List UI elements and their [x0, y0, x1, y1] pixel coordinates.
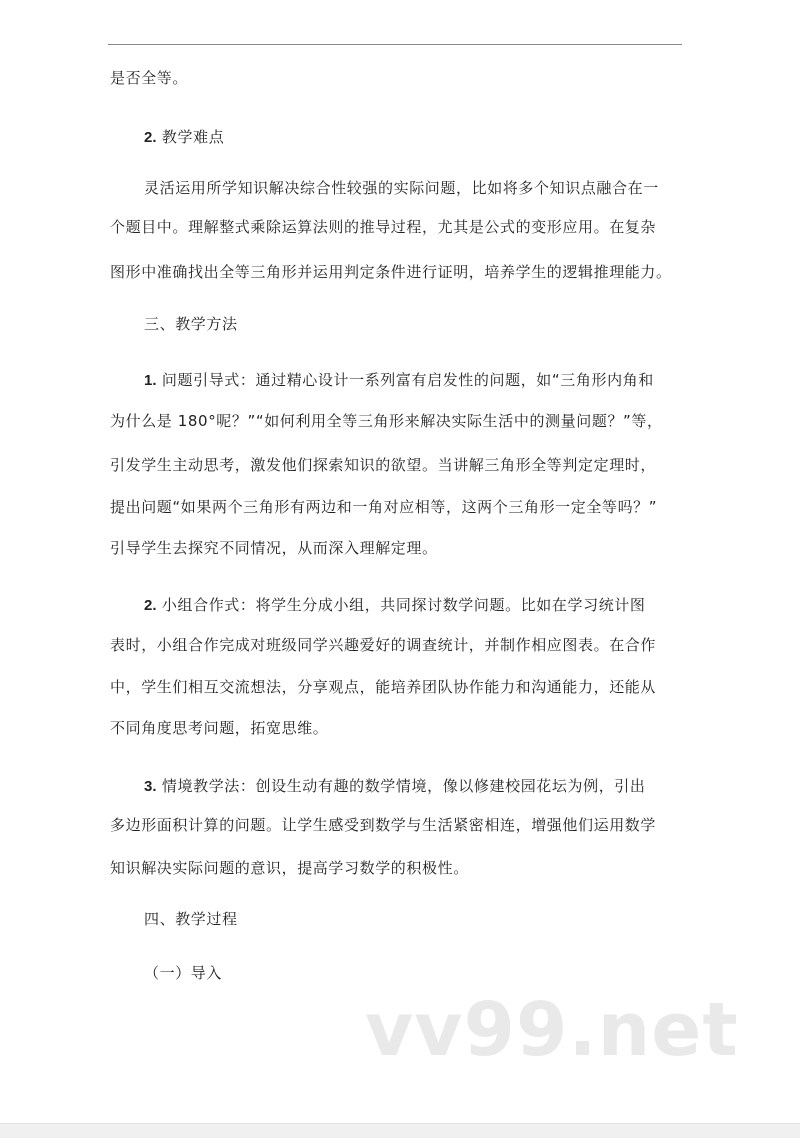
method-1-line-2: 为什么是 180°呢？”“如何利用全等三角形来解决实际生活中的测量问题？”等，	[110, 412, 663, 430]
method-number: 1.	[144, 372, 157, 389]
difficulty-line-1: 灵活运用所学知识解决综合性较强的实际问题，比如将多个知识点融合在一	[144, 179, 659, 197]
method-number: 2.	[144, 597, 157, 614]
method-2-line-2: 表时，小组合作完成对班级同学兴趣爱好的调查统计，并制作相应图表。在合作	[110, 636, 657, 654]
section-difficulty-heading	[144, 127, 224, 148]
method-text: 情境教学法：创设生动有趣的数学情境，像以修建校园花坛为例，引出	[161, 777, 646, 795]
method-1-line-3: 引发学生主动思考，激发他们探索知识的欲望。当讲解三角形全等判定定理时，	[110, 456, 657, 474]
heading-process: 四、教学过程	[144, 910, 238, 928]
method-2-line-1	[144, 595, 646, 616]
method-2-line-4: 不同角度思考问题，拓宽思维。	[110, 719, 329, 737]
section-title: 教学难点	[161, 128, 225, 146]
watermark-logo: vv99.net	[365, 987, 739, 1073]
method-3-line-3: 知识解决实际问题的意识，提高学习数学的积极性。	[110, 859, 469, 877]
method-1-line-4: 提出问题“如果两个三角形有两边和一角对应相等，这两个三角形一定全等吗？”	[110, 498, 658, 516]
section-number: 2.	[144, 129, 157, 146]
method-3-line-1	[144, 776, 646, 797]
method-text: 小组合作式：将学生分成小组，共同探讨数学问题。比如在学习统计图	[161, 596, 646, 614]
page-bottom-edge	[0, 1123, 800, 1138]
header-rule	[108, 44, 682, 45]
method-1-line-1	[144, 370, 654, 391]
paragraph-continuation: 是否全等。	[110, 69, 189, 87]
difficulty-line-2: 个题目中。理解整式乘除运算法则的推导过程，尤其是公式的变形应用。在复杂	[110, 218, 657, 236]
method-text: 问题引导式：通过精心设计一系列富有启发性的问题，如“三角形内角和	[161, 371, 654, 389]
difficulty-line-3: 图形中准确找出全等三角形并运用判定条件进行证明，培养学生的逻辑推理能力。	[110, 263, 672, 281]
subheading-intro: （一）导入	[144, 964, 223, 982]
method-2-line-3: 中，学生们相互交流想法，分享观点，能培养团队协作能力和沟通能力，还能从	[110, 678, 657, 696]
method-3-line-2: 多边形面积计算的问题。让学生感受到数学与生活紧密相连，增强他们运用数学	[110, 816, 657, 834]
method-number: 3.	[144, 778, 157, 795]
method-1-line-5: 引导学生去探究不同情况，从而深入理解定理。	[110, 539, 438, 557]
heading-methods: 三、教学方法	[144, 315, 238, 333]
